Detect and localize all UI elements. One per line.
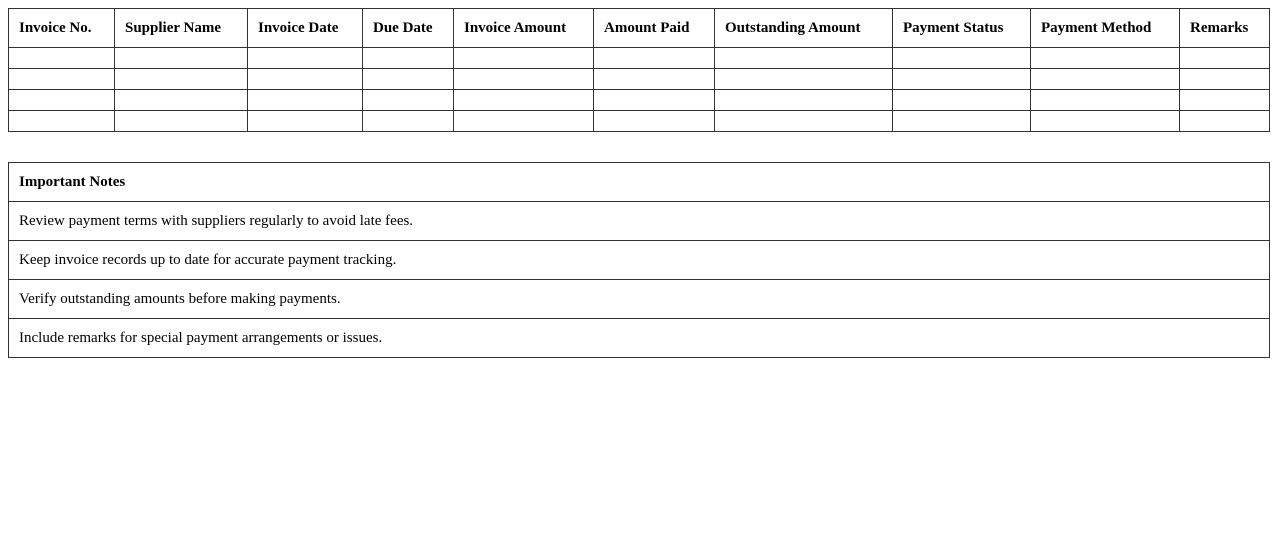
cell-supplier-name[interactable]: [115, 111, 248, 132]
column-header-payment-status: Payment Status: [893, 9, 1031, 48]
cell-payment-status[interactable]: [893, 48, 1031, 69]
cell-invoice-date[interactable]: [248, 111, 363, 132]
cell-outstanding-amount[interactable]: [715, 69, 893, 90]
column-header-invoice-no: Invoice No.: [9, 9, 115, 48]
cell-remarks[interactable]: [1180, 90, 1270, 111]
column-header-due-date: Due Date: [363, 9, 454, 48]
cell-payment-status[interactable]: [893, 111, 1031, 132]
note-item: Keep invoice records up to date for accurate payment tracking.: [9, 241, 1270, 280]
cell-due-date[interactable]: [363, 48, 454, 69]
cell-payment-method[interactable]: [1031, 48, 1180, 69]
cell-remarks[interactable]: [1180, 111, 1270, 132]
table-row: [9, 90, 1270, 111]
cell-amount-paid[interactable]: [594, 48, 715, 69]
cell-outstanding-amount[interactable]: [715, 111, 893, 132]
cell-due-date[interactable]: [363, 111, 454, 132]
column-header-supplier-name: Supplier Name: [115, 9, 248, 48]
cell-invoice-no[interactable]: [9, 111, 115, 132]
cell-remarks[interactable]: [1180, 69, 1270, 90]
cell-payment-method[interactable]: [1031, 69, 1180, 90]
cell-invoice-amount[interactable]: [454, 90, 594, 111]
invoice-table: [8, 8, 1270, 132]
cell-payment-status[interactable]: [893, 69, 1031, 90]
notes-title: Important Notes: [9, 163, 1270, 202]
cell-supplier-name[interactable]: [115, 90, 248, 111]
cell-supplier-name[interactable]: [115, 48, 248, 69]
cell-due-date[interactable]: [363, 69, 454, 90]
column-header-invoice-date: Invoice Date: [248, 9, 363, 48]
cell-remarks[interactable]: [1180, 48, 1270, 69]
cell-amount-paid[interactable]: [594, 69, 715, 90]
column-header-remarks: Remarks: [1180, 9, 1270, 48]
table-row: [9, 69, 1270, 90]
cell-supplier-name[interactable]: [115, 69, 248, 90]
note-item: Verify outstanding amounts before making payments.: [9, 280, 1270, 319]
column-header-payment-method: Payment Method: [1031, 9, 1180, 48]
cell-invoice-date[interactable]: [248, 69, 363, 90]
table-row: [9, 48, 1270, 69]
cell-amount-paid[interactable]: [594, 111, 715, 132]
note-item: Review payment terms with suppliers regularly to avoid late fees.: [9, 202, 1270, 241]
cell-invoice-amount[interactable]: [454, 48, 594, 69]
note-item: Include remarks for special payment arrangements or issues.: [9, 319, 1270, 358]
cell-invoice-amount[interactable]: [454, 111, 594, 132]
cell-invoice-date[interactable]: [248, 48, 363, 69]
column-header-amount-paid: Amount Paid: [594, 9, 715, 48]
important-notes-table: [8, 162, 1270, 358]
cell-invoice-date[interactable]: [248, 90, 363, 111]
cell-outstanding-amount[interactable]: [715, 48, 893, 69]
column-header-outstanding-amount: Outstanding Amount: [715, 9, 893, 48]
note-row: [9, 319, 1270, 358]
table-header-row: [9, 9, 1270, 48]
cell-invoice-no[interactable]: [9, 90, 115, 111]
note-row: [9, 241, 1270, 280]
notes-header-row: [9, 163, 1270, 202]
cell-invoice-no[interactable]: [9, 69, 115, 90]
note-row: [9, 202, 1270, 241]
cell-payment-status[interactable]: [893, 90, 1031, 111]
cell-invoice-no[interactable]: [9, 48, 115, 69]
cell-payment-method[interactable]: [1031, 90, 1180, 111]
table-row: [9, 111, 1270, 132]
note-row: [9, 280, 1270, 319]
column-header-invoice-amount: Invoice Amount: [454, 9, 594, 48]
cell-invoice-amount[interactable]: [454, 69, 594, 90]
cell-payment-method[interactable]: [1031, 111, 1180, 132]
cell-outstanding-amount[interactable]: [715, 90, 893, 111]
cell-amount-paid[interactable]: [594, 90, 715, 111]
cell-due-date[interactable]: [363, 90, 454, 111]
